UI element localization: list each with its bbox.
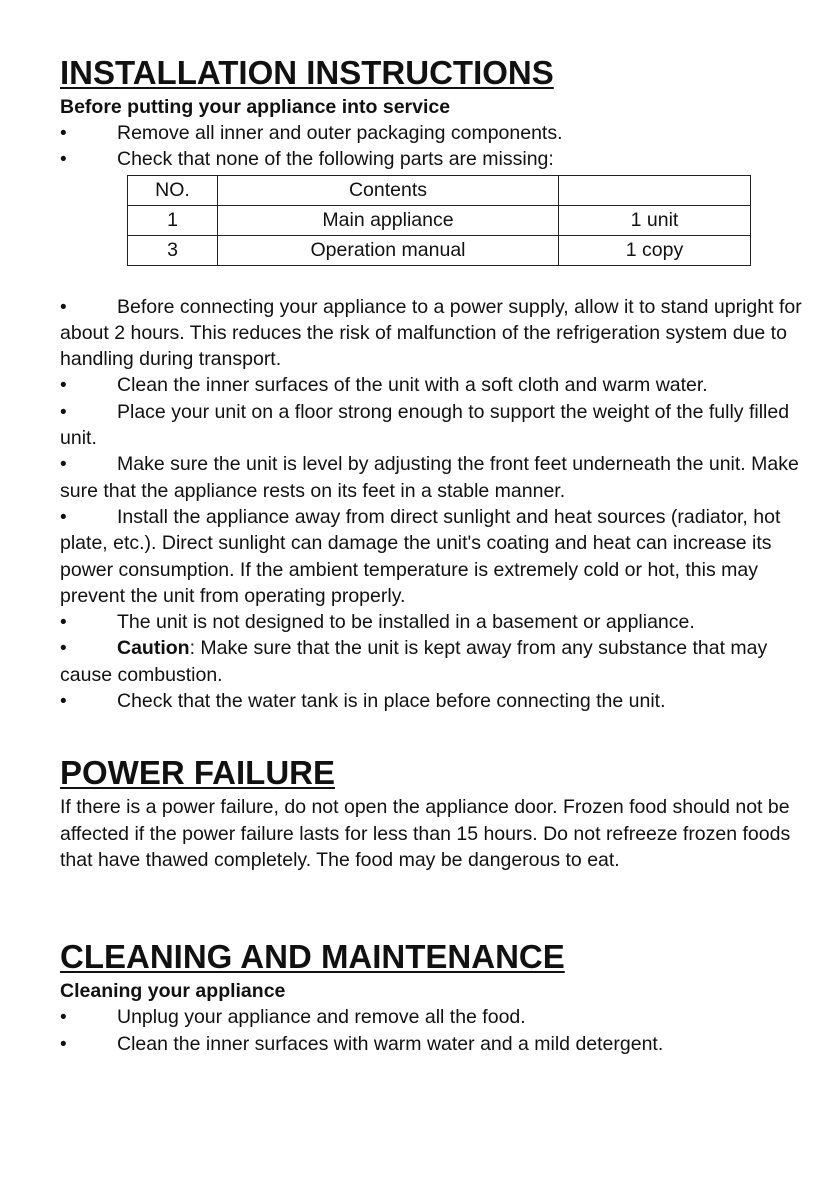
list-item: • Make sure the unit is level by adjusting the front feet underneath the unit. Make sure that the appliance rests on its feet in a stable manner. xyxy=(60,451,805,504)
list-item: • Check that the water tank is in place before connecting the unit. xyxy=(60,688,805,714)
list-item: • Install the appliance away from direct sunlight and heat sources (radiator, hot plate, etc.). Direct sunlight can damage the unit's coating and heat can increase its power consumption. If the ambient temperature is extremely cold or hot, this may prevent the unit from operating properly. xyxy=(60,504,805,609)
table-cell: 1 unit xyxy=(559,205,751,235)
cleaning-subtitle: Cleaning your appliance xyxy=(60,980,286,1003)
table-cell: 1 copy xyxy=(559,235,751,265)
caution-text: : Make sure that the unit is kept away from any substance that may cause combustion. xyxy=(60,637,768,686)
list-item: • Clean the inner surfaces of the unit with a soft cloth and warm water. xyxy=(60,372,805,398)
bullet-icon xyxy=(60,146,70,173)
bullet-icon xyxy=(60,120,70,147)
installation-section xyxy=(60,52,805,714)
bullet-icon xyxy=(60,635,70,662)
parts-table xyxy=(127,175,751,266)
table-cell: 3 xyxy=(128,235,218,265)
installation-subtitle: Before putting your appliance into service xyxy=(60,96,451,118)
list-item: • Place your unit on a floor strong enough to support the weight of the fully filled unit. xyxy=(60,399,805,452)
list-item: • Before connecting your appliance to a power supply, allow it to stand upright for about 2 hours. This reduces the risk of malfunction of the refrigeration system due to handling during transport. xyxy=(60,294,805,373)
caution-label: Caution xyxy=(117,637,190,660)
power-failure-title: POWER FAILURE xyxy=(60,754,336,792)
table-cell: 1 xyxy=(128,205,218,235)
bullet-icon xyxy=(60,688,70,715)
installation-title: INSTALLATION INSTRUCTIONS xyxy=(60,54,554,91)
spacer xyxy=(60,266,805,294)
bullet-icon xyxy=(60,294,70,321)
list-item: • Unplug your appliance and remove all the food. xyxy=(60,1004,805,1030)
spacer xyxy=(60,714,805,752)
list-item: • Check that none of the following parts are missing: xyxy=(60,146,805,172)
table-cell: Main appliance xyxy=(218,205,559,235)
bullet-icon xyxy=(60,372,70,399)
power-failure-section xyxy=(60,752,805,873)
list-item: • Remove all inner and outer packaging components. xyxy=(60,120,805,146)
power-failure-text: If there is a power failure, do not open the appliance door. Frozen food should not be affected if the power failure lasts for less than 15 hours. Do not refreeze frozen foods that have thawed completely. The food may be dangerous to eat. xyxy=(60,796,791,871)
table-header-row xyxy=(128,175,751,205)
caution-item xyxy=(60,635,805,688)
list-item: • Clean the inner surfaces with warm water and a mild detergent. xyxy=(60,1031,805,1057)
list-item: • The unit is not designed to be installed in a basement or appliance. xyxy=(60,609,805,635)
pre-table-list xyxy=(60,120,805,173)
table-header-cell: NO. xyxy=(128,175,218,205)
table-cell: Operation manual xyxy=(218,235,559,265)
bullet-icon xyxy=(60,609,70,636)
cleaning-title: CLEANING AND MAINTENANCE xyxy=(60,938,565,976)
installation-list xyxy=(60,294,805,715)
spacer xyxy=(60,873,805,936)
table-row xyxy=(128,205,751,235)
cleaning-list xyxy=(60,1004,805,1057)
table-row xyxy=(128,235,751,265)
bullet-icon xyxy=(60,1004,70,1031)
cleaning-section xyxy=(60,936,805,1057)
table-header-cell: Contents xyxy=(218,175,559,205)
bullet-icon xyxy=(60,1031,70,1058)
bullet-icon xyxy=(60,504,70,531)
table-header-cell xyxy=(559,175,751,205)
bullet-icon xyxy=(60,451,70,478)
bullet-icon xyxy=(60,399,70,426)
manual-page xyxy=(60,52,805,1057)
